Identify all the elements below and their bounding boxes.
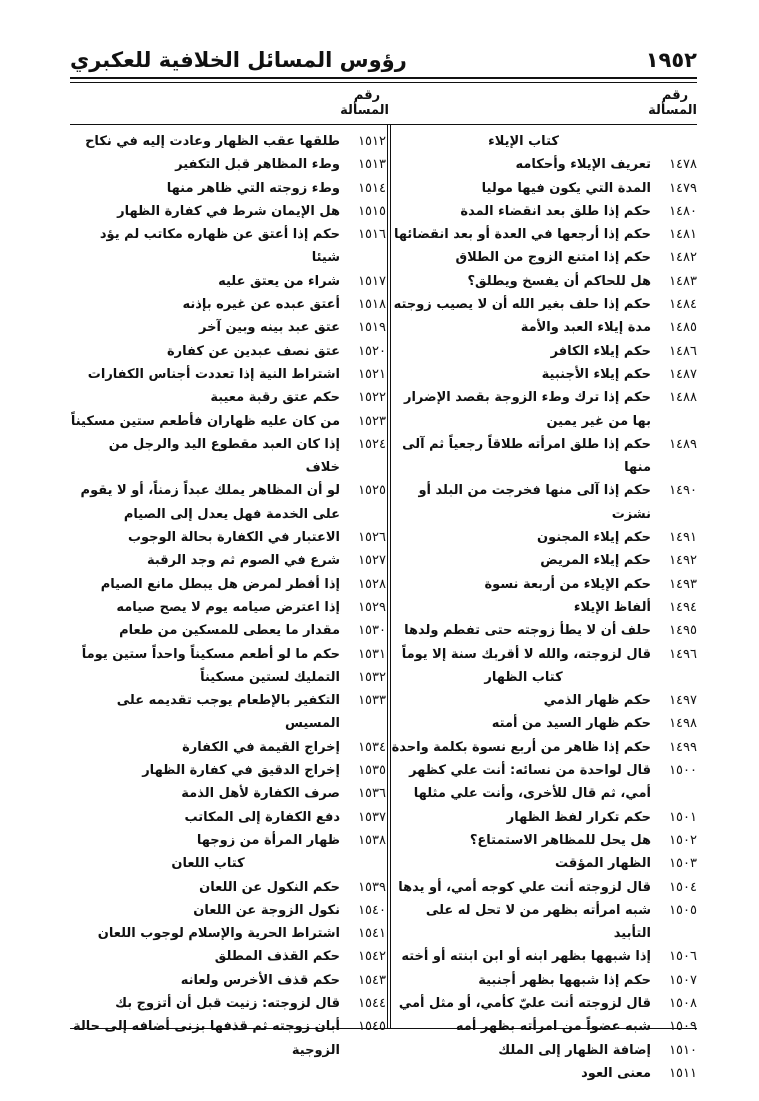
index-entry	[390, 573, 697, 596]
index-entry	[390, 433, 697, 480]
index-entry	[390, 177, 697, 200]
entry-number: ١٥١٥	[358, 203, 386, 219]
entry-title: مدة إيلاء العبد والأمة	[520, 320, 651, 336]
entry-number: ١٤٩٠	[669, 483, 697, 499]
entry-title: قال لزوجته أنت عليّ كأمي، أو مثل أمي	[398, 995, 651, 1011]
entry-number: ١٥١٢	[358, 134, 386, 149]
entry-title: قال لزوجته: زنيت قبل أن أتزوج بك	[115, 995, 340, 1011]
entry-number: ١٥١٧	[358, 273, 386, 289]
entry-title: لو أن المظاهر يملك عبداً زمناً، أو لا يقوم على الخدمة فهل يعدل إلى الصيام	[80, 483, 340, 522]
page-header	[70, 48, 697, 74]
entry-number: ١٥١٨	[358, 297, 386, 313]
entry-number: ١٥٢٧	[358, 553, 386, 569]
entry-number: ١٤٨٨	[669, 390, 697, 406]
entry-number: ١٤٨٧	[669, 366, 697, 382]
index-entry	[390, 852, 697, 875]
running-title: رؤوس المسائل الخلافية للعكبري	[70, 48, 407, 72]
entry-title: حكم الإيلاء من أربعة نسوة	[484, 576, 651, 592]
entry-title: هل الإيمان شرط في كفارة الظهار	[117, 203, 340, 219]
entry-title: وطء المظاهر قبل التكفير	[175, 157, 340, 173]
entry-title: معنى العود	[581, 1065, 651, 1081]
index-entry	[390, 899, 697, 946]
entry-title: إذا كان العبد مقطوع اليد والرجل من خلاف	[108, 436, 340, 476]
index-entry	[390, 363, 697, 386]
entry-number: ١٥٣١	[358, 646, 386, 662]
index-entry	[390, 153, 697, 176]
entry-title: حكم إذا ظاهر من أربع نسوة بكلمة واحدة	[391, 739, 651, 755]
entry-title: حكم إيلاء المريض	[540, 553, 651, 569]
column-divider-inner	[387, 124, 388, 1028]
index-entry	[390, 549, 697, 572]
index-entry	[390, 479, 697, 526]
index-entry	[70, 945, 386, 968]
index-entry	[70, 992, 386, 1015]
index-entry	[70, 270, 386, 293]
entry-number: ١٥١٠	[669, 1042, 697, 1058]
entry-title: الظهار المؤقت	[555, 856, 651, 872]
entry-title: طلقها عقب الظهار وعادت إليه في نكاح	[85, 134, 340, 149]
column-header-left	[340, 88, 389, 118]
index-entry	[70, 1015, 386, 1062]
entry-title: عتق عبد بينه وبين آخر	[199, 320, 340, 336]
entry-number: ١٥٤٣	[358, 972, 386, 988]
entry-title: ظهار المرأة من زوجها	[196, 832, 340, 848]
entry-title: التكفير بالإطعام يوجب تقديمه على المسيس	[116, 693, 340, 732]
entry-title: حكم إذا ترك وطء الزوجة بقصد الإضرار بها من غير يمين	[403, 390, 651, 429]
index-entry	[70, 829, 386, 852]
entry-number: ١٥٣٩	[358, 879, 386, 895]
index-entry	[70, 386, 386, 409]
entry-number: ١٤٨٢	[669, 250, 697, 266]
entry-number: ١٤٧٩	[669, 180, 697, 196]
column-header-line1: رقم	[353, 88, 381, 103]
entry-number: ١٤٩٢	[669, 553, 697, 569]
entry-number: ١٤٩٤	[669, 599, 697, 615]
entry-number: ١٤٨٤	[669, 297, 697, 313]
entry-title: حكم إذا حلف بغير الله أن لا يصيب زوجته	[393, 297, 651, 313]
entry-number: ١٥١٤	[358, 180, 386, 196]
entry-title: إذا اعترض صيامه يوم لا يصح صيامه	[116, 599, 340, 615]
entry-title: حكم إذا امتنع الزوج من الطلاق	[455, 250, 651, 266]
entry-number: ١٥٢٠	[358, 343, 386, 359]
header-rule-thin	[70, 82, 697, 83]
entry-number: ١٤٨٠	[669, 203, 697, 219]
entry-number: ١٥٠٣	[669, 856, 697, 872]
entry-title: اشتراط النية إذا تعددت أجناس الكفارات	[87, 366, 340, 382]
entry-number: ١٥٤٥	[358, 1019, 386, 1035]
entry-number: ١٥٠١	[669, 809, 697, 825]
index-entry	[70, 782, 386, 805]
index-entry	[390, 689, 697, 712]
index-entry	[390, 945, 697, 968]
entry-number: ١٥١٣	[358, 157, 386, 173]
index-entry	[390, 200, 697, 223]
index-entry	[70, 899, 386, 922]
entry-number: ١٥٠٧	[669, 972, 697, 988]
index-entry	[390, 619, 697, 642]
section-heading	[390, 666, 697, 689]
entry-title: إضافة الظهار إلى الملك	[498, 1042, 651, 1058]
section-heading-text: كتاب الظهار	[484, 669, 563, 685]
entry-title: تعريف الإيلاء وأحكامه	[515, 157, 651, 173]
index-entry	[70, 759, 386, 782]
entry-title: صرف الكفارة لأهل الذمة	[181, 786, 340, 802]
entry-number: ١٥٤٤	[358, 995, 386, 1011]
index-entry	[390, 526, 697, 549]
entry-title: حكم عتق رقبة معيبة	[210, 390, 340, 406]
section-heading	[390, 130, 697, 153]
entry-number: ١٥٣٦	[358, 786, 386, 802]
entry-title: إذا شبهها بظهر ابنه أو ابن ابنته أو أخته	[401, 949, 651, 965]
entry-title: قال لزوجته أنت علي كوجه أمي، أو يدها	[398, 879, 651, 895]
index-entry	[390, 712, 697, 735]
entry-title: حكم إذا آلى منها فخرجت من البلد أو نشزت	[418, 483, 651, 522]
entry-number: ١٥٣٨	[358, 832, 386, 848]
entry-number: ١٥٢٩	[358, 599, 386, 615]
entry-title: حكم تكرار لفظ الظهار	[506, 809, 651, 825]
index-entry	[70, 200, 386, 223]
entry-title: حكم إذا طلق امرأته طلاقاً رجعياً ثم آلى منها	[402, 436, 651, 476]
section-heading-text: كتاب اللعان	[171, 856, 245, 872]
column-header-line2: المسألة	[340, 103, 389, 118]
entry-number: ١٤٨١	[669, 227, 697, 243]
section-heading-text: كتاب الإيلاء	[488, 134, 559, 149]
entry-number: ١٥٣٧	[358, 809, 386, 825]
entry-title: حكم ظهار الذمي	[543, 693, 651, 709]
index-entry	[390, 596, 697, 619]
entry-number: ١٥٢٨	[358, 576, 386, 592]
index-entry	[390, 386, 697, 433]
index-column-right	[390, 130, 697, 1085]
entry-number: ١٥٢٥	[358, 483, 386, 499]
entry-title: إذا أفطر لمرض هل يبطل مانع الصيام	[100, 576, 340, 592]
entry-number: ١٤٨٦	[669, 343, 697, 359]
entry-title: شبه عضواً من امرأته بظهر أمه	[455, 1019, 651, 1035]
entry-number: ١٥٢١	[358, 366, 386, 382]
index-entry	[70, 177, 386, 200]
index-entry	[390, 223, 697, 246]
column-header-line2: المسألة	[648, 103, 697, 118]
entry-title: حكم ما لو أطعم مسكيناً واحداً ستين يوماً	[81, 646, 340, 662]
entry-number: ١٥٠٥	[669, 902, 697, 918]
entry-number: ١٥٤٠	[358, 902, 386, 918]
index-entry	[70, 573, 386, 596]
entry-title: قال لواحدة من نسائه: أنت علي كظهر أمي، ثم قال للأخرى، وأنت علي مثلها	[409, 763, 651, 802]
entry-title: مقدار ما يعطى للمسكين من طعام	[119, 623, 340, 639]
entry-title: نكول الزوجة عن اللعان	[193, 902, 340, 918]
entry-number: ١٥٢٤	[358, 436, 386, 452]
entry-number: ١٥٠٢	[669, 832, 697, 848]
index-entry	[70, 316, 386, 339]
entry-title: الاعتبار في الكفارة بحالة الوجوب	[127, 530, 340, 546]
index-entry	[70, 433, 386, 480]
index-entry	[390, 316, 697, 339]
entry-number: ١٥٠٠	[669, 763, 697, 779]
entry-number: ١٥٣٤	[358, 739, 386, 755]
index-entry	[70, 736, 386, 759]
index-entry	[70, 643, 386, 666]
entry-title: حكم النكول عن اللعان	[199, 879, 340, 895]
column-header-right	[648, 88, 697, 118]
index-entry	[390, 246, 697, 269]
entry-title: حكم إيلاء الأجنبية	[541, 366, 651, 382]
index-entry	[70, 153, 386, 176]
entry-title: التمليك لستين مسكيناً	[200, 669, 340, 685]
entry-title: أبان زوجته ثم قذفها بزنى أضافه إلى حالة الزوجية	[73, 1019, 340, 1058]
table-header-rule	[70, 124, 697, 125]
entry-number: ١٥٣٥	[358, 763, 386, 779]
index-entry	[70, 293, 386, 316]
entry-number: ١٤٨٥	[669, 320, 697, 336]
entry-number: ١٤٨٣	[669, 273, 697, 289]
entry-number: ١٤٩٣	[669, 576, 697, 592]
index-entry	[70, 363, 386, 386]
index-entry	[70, 130, 386, 153]
entry-number: ١٥٤٢	[358, 949, 386, 965]
section-heading	[70, 852, 386, 875]
entry-number: ١٥٠٩	[669, 1019, 697, 1035]
entry-title: المدة التي يكون فيها موليا	[481, 180, 651, 196]
entry-number: ١٥٠٨	[669, 995, 697, 1011]
index-entry	[390, 1062, 697, 1085]
entry-number: ١٥١٩	[358, 320, 386, 336]
entry-number: ١٤٩٨	[669, 716, 697, 732]
entry-title: أعتق عبده عن غيره بإذنه	[182, 297, 340, 313]
entry-title: حكم إيلاء الكافر	[550, 343, 651, 359]
index-entry	[390, 969, 697, 992]
entry-title: حكم إذا أرجعها في العدة أو بعد انقضائها	[393, 227, 651, 243]
entry-number: ١٤٩٦	[669, 646, 697, 662]
index-entry	[70, 479, 386, 526]
entry-title: حكم ظهار السيد من أمته	[491, 716, 651, 732]
index-entry	[70, 526, 386, 549]
entry-title: حلف أن لا يطأ زوجته حتى تفطم ولدها	[404, 623, 651, 639]
index-entry	[70, 922, 386, 945]
index-entry	[390, 293, 697, 316]
entry-number: ١٤٧٨	[669, 157, 697, 173]
entry-number: ١٥٣٢	[358, 669, 386, 685]
index-entry	[70, 596, 386, 619]
index-entry	[70, 410, 386, 433]
entry-title: حكم قذف الأخرس ولعانه	[180, 972, 340, 988]
entry-number: ١٥٠٤	[669, 879, 697, 895]
index-entry	[390, 829, 697, 852]
entry-number: ١٥٤١	[358, 926, 386, 942]
column-header-line1: رقم	[661, 88, 689, 103]
index-entry	[390, 876, 697, 899]
entry-number: ١٥٣٣	[358, 693, 386, 709]
index-entry	[70, 876, 386, 899]
index-entry	[70, 619, 386, 642]
index-entry	[70, 340, 386, 363]
entry-title: إخراج الدقيق في كفارة الظهار	[142, 763, 340, 779]
entry-number: ١٥٠٦	[669, 949, 697, 965]
index-entry	[390, 806, 697, 829]
entry-title: حكم إذا أعتق عن ظهاره مكاتب لم يؤد شيئا	[99, 227, 340, 266]
entry-title: دفع الكفارة إلى المكاتب	[184, 809, 340, 825]
entry-title: شراء من يعتق عليه	[218, 273, 340, 289]
entry-number: ١٥٣٠	[358, 623, 386, 639]
entry-number: ١٥٢٦	[358, 530, 386, 546]
index-entry	[390, 270, 697, 293]
entry-title: وطء زوجته التي ظاهر منها	[166, 180, 340, 196]
entry-title: هل للحاكم أن يفسخ ويطلق؟	[467, 273, 651, 289]
entry-title: حكم إذا طلق بعد انقضاء المدة	[460, 203, 651, 219]
entry-number: ١٥٢٢	[358, 390, 386, 406]
entry-number: ١٤٩٥	[669, 623, 697, 639]
entry-title: إخراج القيمة في الكفارة	[182, 739, 340, 755]
index-entry	[70, 806, 386, 829]
index-entry	[70, 666, 386, 689]
entry-number: ١٤٩٩	[669, 739, 697, 755]
entry-title: شبه امرأته بظهر من لا تحل له على التأبيد	[425, 902, 651, 942]
entry-title: ألفاظ الإيلاء	[573, 599, 651, 615]
entry-number: ١٥٢٣	[358, 413, 386, 429]
index-entry	[390, 643, 697, 666]
index-entry	[390, 992, 697, 1015]
index-entry	[390, 736, 697, 759]
entry-number: ١٤٨٩	[669, 436, 697, 452]
index-entry	[390, 1039, 697, 1062]
index-entry	[390, 340, 697, 363]
index-column-left	[70, 130, 386, 1062]
entry-title: عتق نصف عبدين عن كفارة	[167, 343, 340, 359]
entry-title: حكم إذا شبهها بظهر أجنبية	[478, 972, 651, 988]
index-entry	[390, 759, 697, 806]
entry-title: اشتراط الحرية والإسلام لوجوب اللعان	[97, 926, 340, 942]
page-number: ١٩٥٢	[645, 48, 697, 72]
entry-title: من كان عليه ظهاران فأطعم ستين مسكيناً	[70, 413, 340, 429]
entry-title: حكم القذف المطلق	[214, 949, 340, 965]
entry-number: ١٤٩١	[669, 530, 697, 546]
entry-title: شرع في الصوم ثم وجد الرقبة	[146, 553, 340, 569]
entry-title: حكم إيلاء المجنون	[536, 530, 651, 546]
entry-title: قال لزوجته، والله لا أقربك سنة إلا يوماً	[401, 646, 651, 662]
index-entry	[70, 969, 386, 992]
index-entry	[70, 689, 386, 736]
entry-number: ١٤٩٧	[669, 693, 697, 709]
entry-number: ١٥١١	[669, 1065, 697, 1081]
index-entry	[390, 1015, 697, 1038]
header-rule	[70, 77, 697, 79]
entry-title: هل يحل للمظاهر الاستمتاع؟	[469, 832, 651, 848]
entry-number: ١٥١٦	[358, 227, 386, 243]
index-entry	[70, 223, 386, 270]
index-entry	[70, 549, 386, 572]
